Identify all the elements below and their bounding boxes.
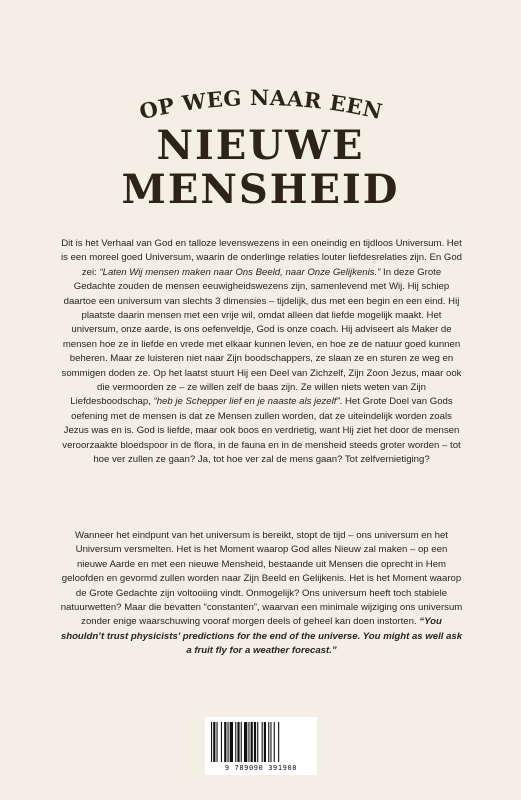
title-arc: [111, 88, 411, 126]
barcode-bars: [211, 722, 311, 762]
p1-quote-2: “heb je Schepper lief en je naaste als jezelf”: [153, 396, 340, 408]
p1-quote-1: “Laten Wij mensen maken naar Ons Beeld, naar Onze Gelijkenis.”: [99, 266, 381, 278]
p1-text-a: Dit is het Verhaal van God en talloze levenswezens in een oneindig en tijdloos Universum. Het is een moreel goed Universum, waarin de onderlinge relaties louter liefdesrelaties zijn. En God zei:: [60, 238, 463, 278]
svg-text:OP WEG NAAR EEN: [137, 88, 385, 124]
title-block: [0, 88, 521, 213]
p2-quote: “You shouldn’t trust physicists’ predictions for the end of the universe. You might as well ask a fruit fly for a weather forecast.”: [60, 616, 463, 657]
p2-text-a: Wanneer het eindpunt van het universum is bereikt, stopt de tijd – ons universum en het Universum versmelten. Het is het Moment waarop God alles Nieuw zal maken – op een nieuwe Aarde en met een nieuwe Mensheid, bestaande uit Mensen die oprecht in Hem geloofden en gevormd zullen worden naar Zijn Beeld en Gelijkenis. Het is het Moment waarop de Grote Gedachte zijn voltooiing vindt. Onmogelijk? Ons universum heeft toch stabiele natuurwetten? Maar die bevatten “constanten”, waarvan een minimale wijziging ons universum zonder enige waarschuwing vooraf morgen deels of geheel kan doen instorten.: [60, 530, 463, 628]
paragraph-1: [60, 237, 463, 468]
p1-text-b: In deze Grote Gedachte zouden de mensen eeuwigheidswezens zijn, samenlevend met Wij. Hij schiep daartoe een universum van slechts 3 dimensies – tijdelijk, dus met een begin en een eind. Hij plaatste daarin mensen met een vrije wil, omdat alleen dat liefde mogelijk maakt. Het universum, onze aarde, is ons oefenveldje, God is onze coach. Hij adviseert als Maker de mensen hoe ze in liefde en vrede met elkaar kunnen leven, en hoe ze de natuur goed kunnen beheren. Maar ze luisteren niet naar Zijn boodschappers, ze slaan ze en sturen ze weg en sommigen doden ze. Op het laatst stuurt Hij een Deel van Zichzelf, Zijn Zoon Jezus, maar ook die vermoorden ze – ze willen zelf de baas zijn. Ze willen niets weten van Zijn Liefdesboodschap,: [61, 266, 462, 408]
title-line-2: NIEUWE: [156, 122, 365, 169]
p1-text-c: . Het Grote Doel van Gods oefening met de mensen is dat ze Mensen zullen worden, dat ze uiteindelijk worden zoals Jezus was en is. God is liefde, maar ook boos en verdrietig, want Hij ziet het door de mensen veroorzaakte bloedspoor in de flora, in de fauna en in de mensheid steeds groter worden – tot hoe ver zullen ze gaan? Ja, tot hoe ver zal de mens gaan? Tot zelfvernietiging?: [62, 396, 461, 466]
paragraph-2: [60, 529, 463, 659]
barcode: [205, 717, 317, 775]
title-line-1: OP WEG NAAR EEN: [136, 88, 385, 125]
isbn-number: 9 789090 391908: [224, 764, 298, 772]
title-line-3: MENSHEID: [121, 166, 400, 213]
